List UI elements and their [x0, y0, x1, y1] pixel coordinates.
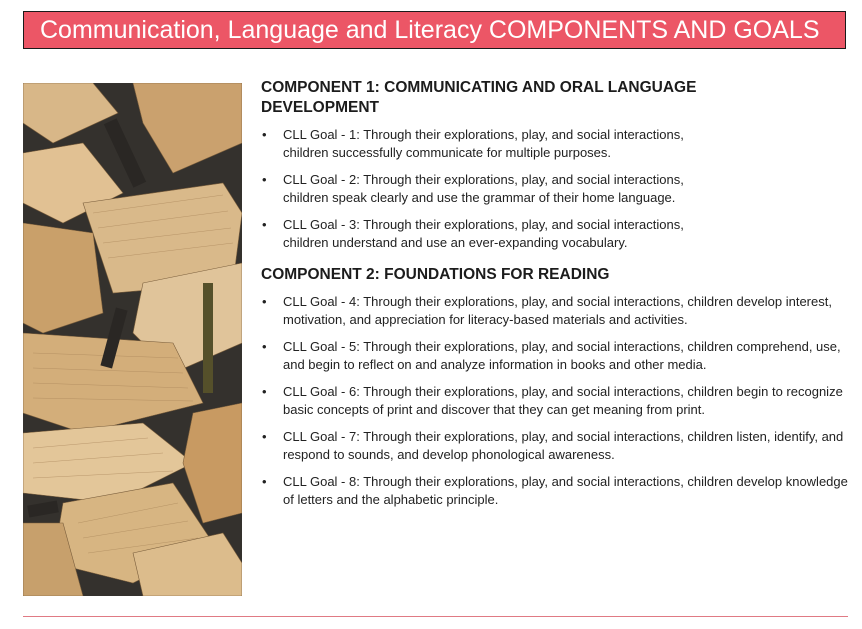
bullet: •	[262, 172, 267, 187]
goal-text: CLL Goal - 1: Through their explorations, play, and social interactions, children successfully communicate for multiple purposes.	[283, 127, 684, 160]
list-item	[261, 216, 723, 251]
list-item	[261, 171, 723, 206]
footer-divider	[23, 616, 848, 617]
bullet: •	[262, 429, 267, 444]
goal-text: CLL Goal - 6: Through their explorations, play, and social interactions, children begin to recognize basic concepts of print and discover that they can get meaning from print.	[283, 384, 843, 417]
components-section	[261, 78, 856, 518]
bullet: •	[262, 474, 267, 489]
list-item	[261, 383, 856, 418]
bullet: •	[262, 127, 267, 142]
books-illustration	[23, 83, 242, 596]
list-item	[261, 428, 856, 463]
component-2-heading: COMPONENT 2: FOUNDATIONS FOR READING	[261, 266, 610, 283]
component-1-heading: COMPONENT 1: COMMUNICATING AND ORAL LANGUAGE DEVELOPMENT	[261, 79, 697, 116]
books-photo	[23, 83, 242, 596]
list-item	[261, 126, 723, 161]
bullet: •	[262, 217, 267, 232]
goal-text: CLL Goal - 8: Through their explorations, play, and social interactions, children develop knowledge of letters and the alphabetic principle.	[283, 474, 848, 507]
component-2-goals	[261, 293, 856, 508]
page-title: Communication, Language and Literacy COMPONENTS AND GOALS	[40, 15, 820, 44]
list-item	[261, 473, 856, 508]
goal-text: CLL Goal - 2: Through their explorations, play, and social interactions, children speak clearly and use the grammar of their home language.	[283, 172, 684, 205]
bullet: •	[262, 339, 267, 354]
bullet: •	[262, 294, 267, 309]
title-banner	[23, 11, 846, 49]
component-1-goals	[261, 126, 856, 251]
list-item	[261, 338, 856, 373]
list-item	[261, 293, 856, 328]
goal-text: CLL Goal - 3: Through their explorations, play, and social interactions, children understand and use an ever-expanding vocabulary.	[283, 217, 684, 250]
goal-text: CLL Goal - 4: Through their explorations, play, and social interactions, children develop interest, motivation, and appreciation for literacy-based materials and activities.	[283, 294, 832, 327]
goal-text: CLL Goal - 5: Through their explorations, play, and social interactions, children comprehend, use, and begin to reflect on and analyze information in books and other media.	[283, 339, 841, 372]
goal-text: CLL Goal - 7: Through their explorations, play, and social interactions, children listen, identify, and respond to sounds, and develop phonological awareness.	[283, 429, 844, 462]
bullet: •	[262, 384, 267, 399]
